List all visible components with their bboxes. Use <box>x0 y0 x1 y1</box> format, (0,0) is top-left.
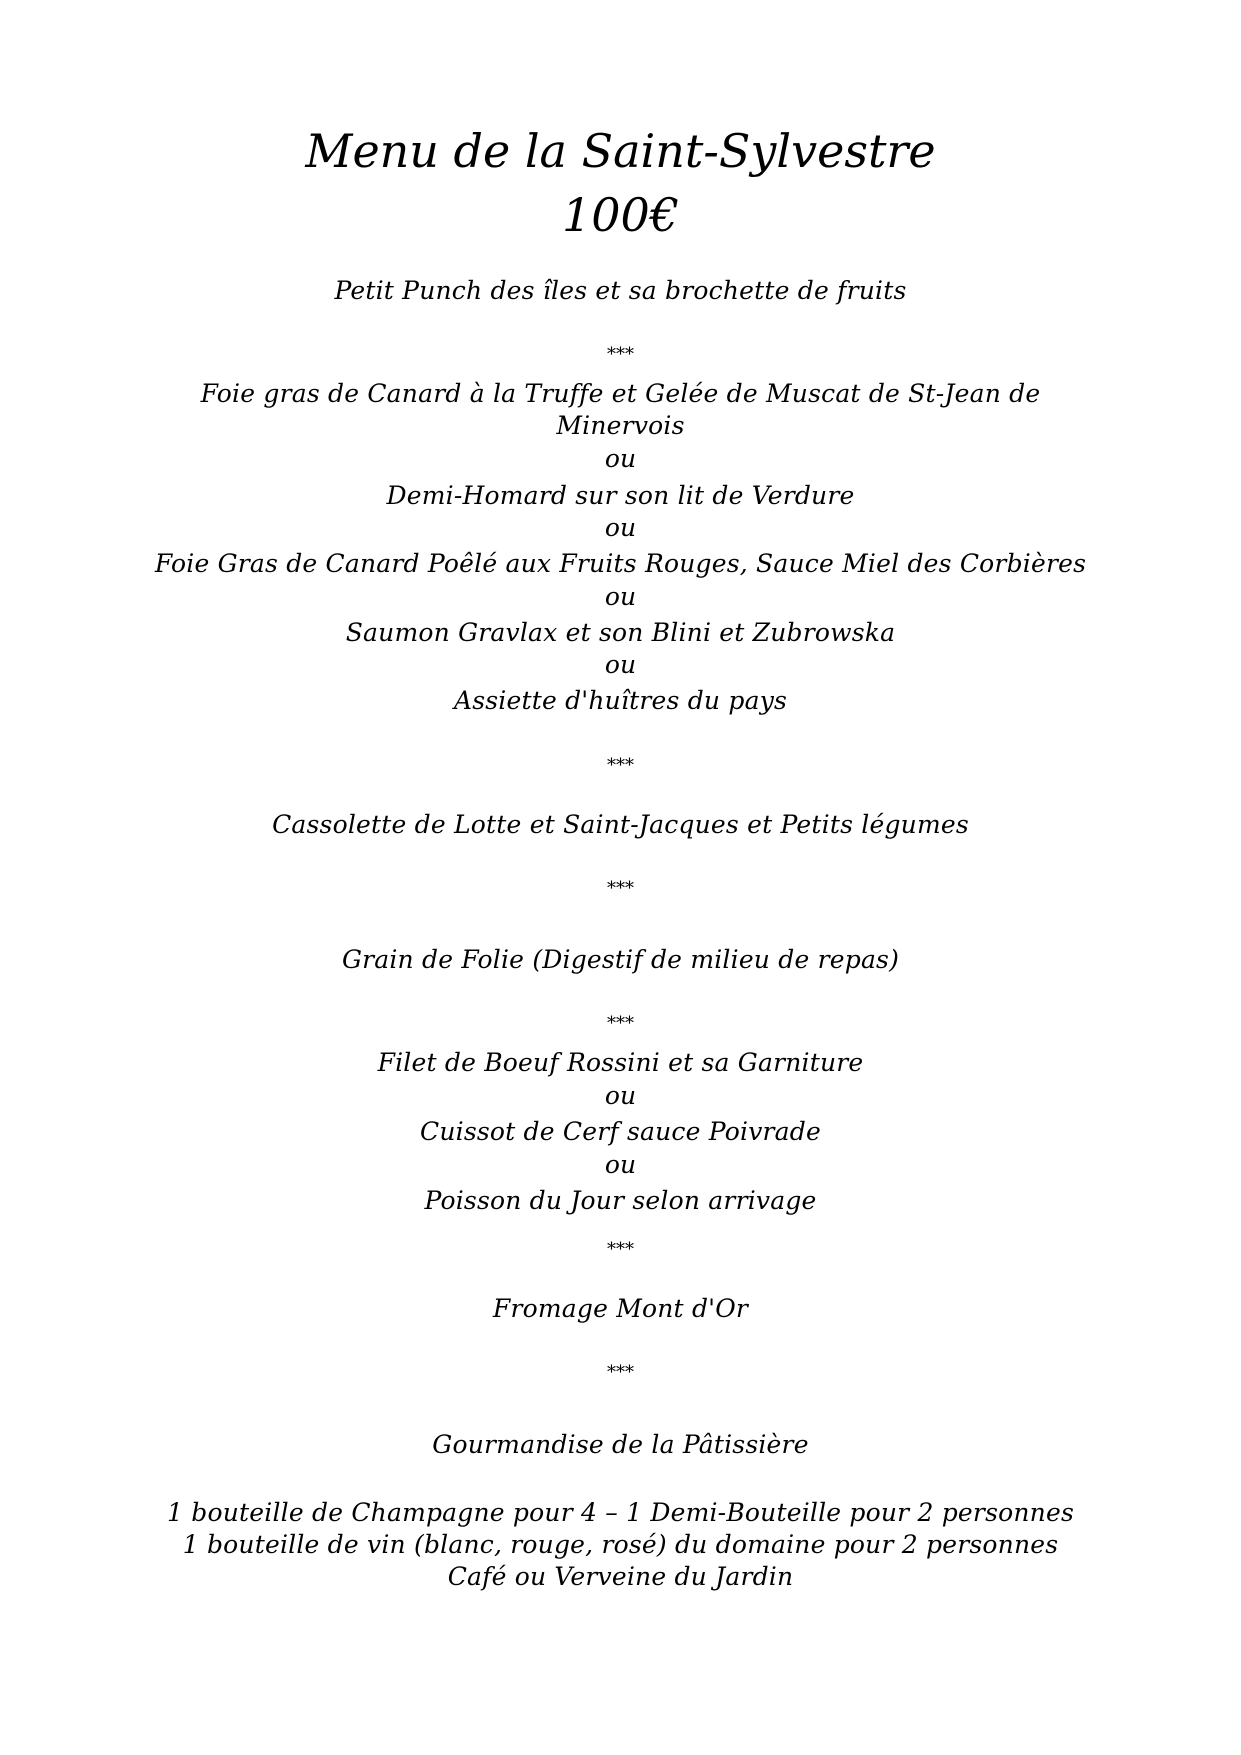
menu-title: Menu de la Saint-Sylvestre <box>305 124 936 178</box>
starter-item: Saumon Gravlax et son Blini et Zubrowska <box>345 618 896 647</box>
aperitif-item: Petit Punch des îles et sa brochette de fruits <box>334 276 907 305</box>
separator: *** <box>607 878 634 899</box>
or-label: ou <box>604 513 637 542</box>
separator: *** <box>607 344 634 365</box>
starter-item: Foie gras de Canard à la Truffe et Gelée de Muscat de St-Jean de <box>200 379 1041 408</box>
starter-item: Assiette d'huîtres du pays <box>453 686 788 715</box>
dessert-item: Gourmandise de la Pâtissière <box>432 1430 809 1459</box>
starter-item: Minervois <box>556 411 685 440</box>
drink-item: 1 bouteille de vin (blanc, rouge, rosé) du domaine pour 2 personnes <box>182 1530 1059 1559</box>
starter-item: Demi-Homard sur son lit de Verdure <box>386 481 855 510</box>
or-label: ou <box>604 650 637 679</box>
trou-item: Grain de Folie (Digestif de milieu de repas) <box>341 945 900 974</box>
main-item: Cuissot de Cerf sauce Poivrade <box>420 1117 821 1146</box>
cheese-item: Fromage Mont d'Or <box>492 1294 749 1323</box>
separator: *** <box>607 1239 634 1260</box>
separator: *** <box>607 755 634 776</box>
main-item: Filet de Boeuf Rossini et sa Garniture <box>377 1048 864 1077</box>
or-label: ou <box>604 444 637 473</box>
separator: *** <box>607 1013 634 1034</box>
separator: *** <box>607 1362 634 1383</box>
or-label: ou <box>604 582 637 611</box>
or-label: ou <box>604 1081 637 1110</box>
drink-item: 1 bouteille de Champagne pour 4 – 1 Demi-Bouteille pour 2 personnes <box>167 1498 1074 1527</box>
or-label: ou <box>604 1150 637 1179</box>
fish-course-item: Cassolette de Lotte et Saint-Jacques et Petits légumes <box>272 810 969 839</box>
drink-item: Café ou Verveine du Jardin <box>447 1562 794 1591</box>
main-item: Poisson du Jour selon arrivage <box>424 1186 817 1215</box>
starter-item: Foie Gras de Canard Poêlé aux Fruits Rouges, Sauce Miel des Corbières <box>154 549 1087 578</box>
menu-price: 100€ <box>561 188 680 242</box>
